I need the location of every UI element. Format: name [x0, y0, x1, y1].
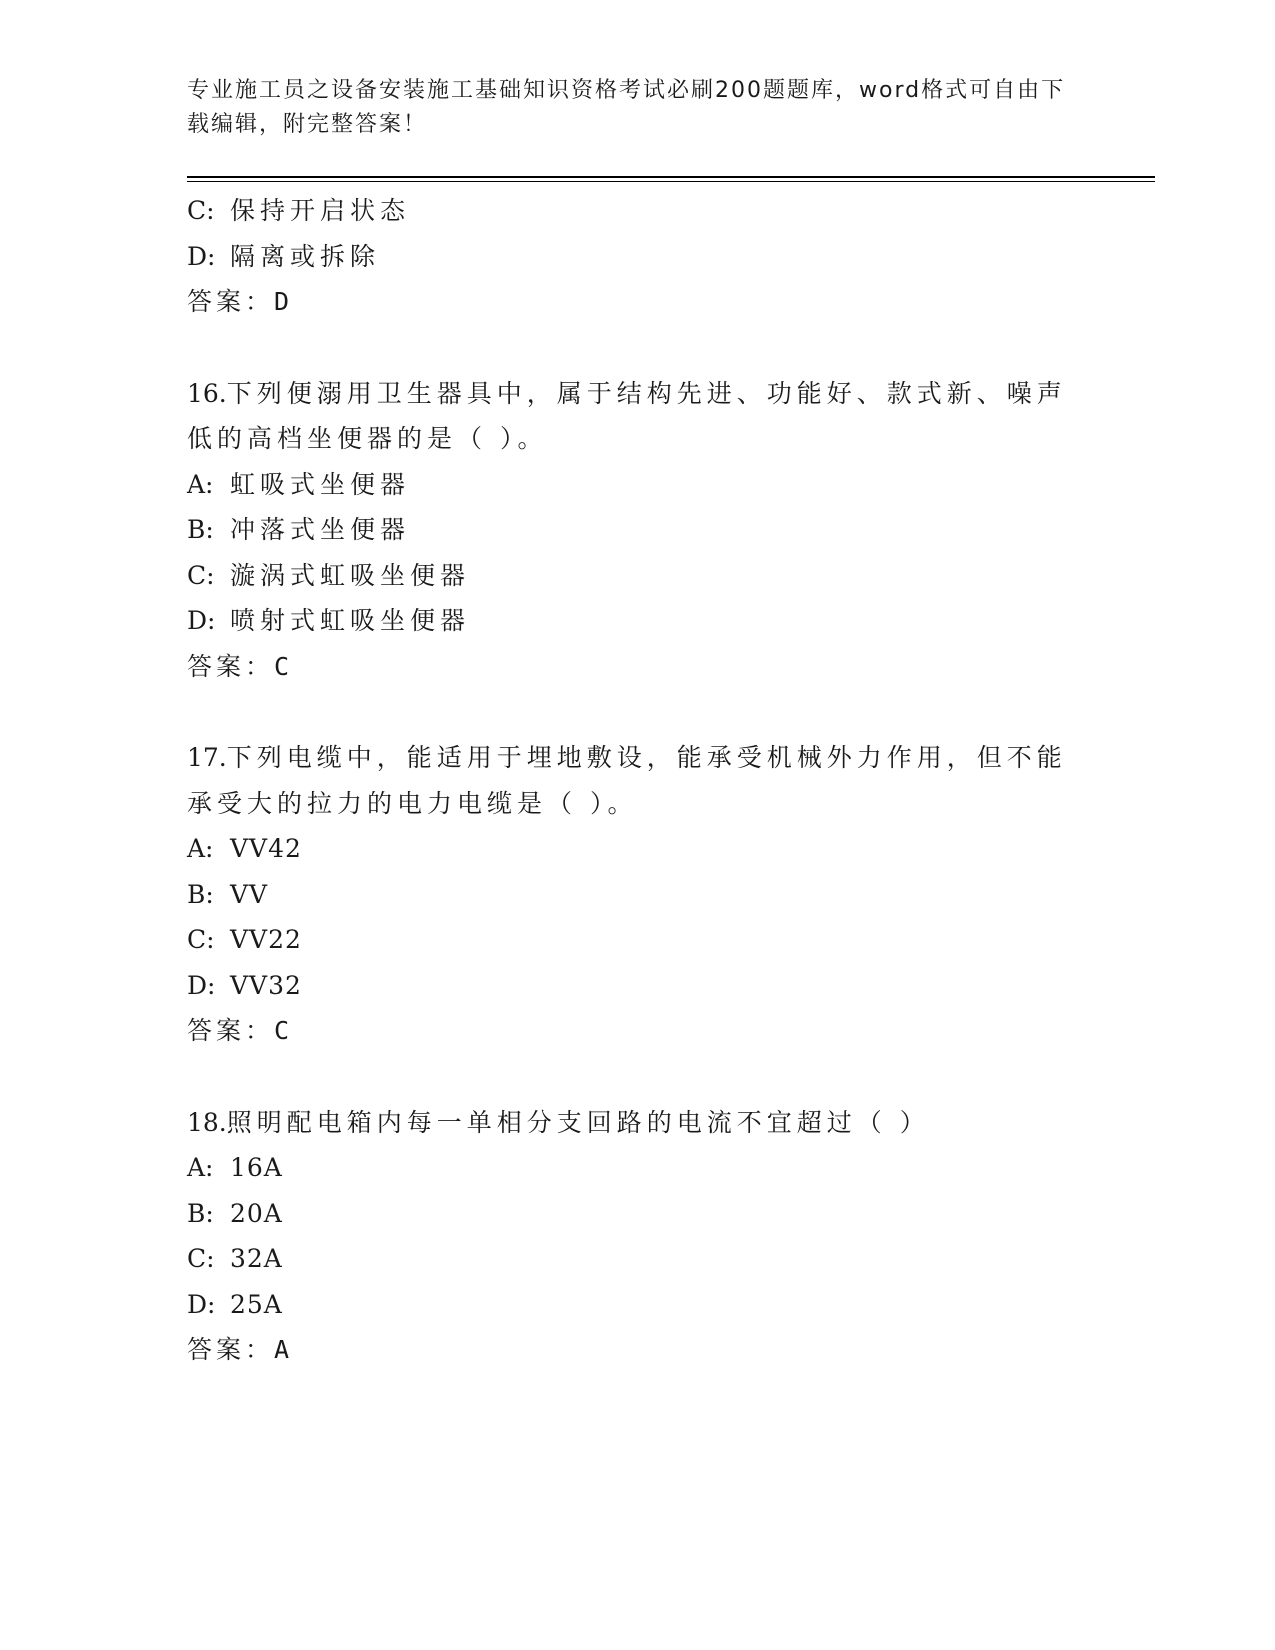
option-line — [187, 872, 1087, 918]
answer-label: 答案： — [187, 1335, 275, 1364]
option-key: A: — [187, 1153, 214, 1182]
option-text: 保持开启状态 — [230, 196, 411, 225]
option-key: A: — [187, 834, 214, 863]
option-line — [187, 826, 1087, 872]
option-key: C: — [187, 196, 215, 225]
option-key: C: — [187, 1244, 215, 1273]
option-key: C: — [187, 560, 215, 590]
answer-label: 答案： — [187, 651, 275, 681]
question-number: 16. — [187, 378, 227, 408]
option-key: D: — [187, 970, 216, 1000]
answer-value: C — [274, 651, 290, 681]
question-stem — [187, 1100, 1067, 1146]
option-line — [187, 553, 1087, 599]
option-line — [187, 188, 1087, 234]
header-rule-thin — [187, 181, 1155, 182]
prev-question-block — [187, 188, 1087, 325]
option-text: 虹吸式坐便器 — [230, 469, 411, 499]
option-text: VV32 — [230, 970, 302, 1000]
option-line — [187, 462, 1087, 508]
question-stem — [187, 371, 1067, 462]
question-number: 18. — [187, 1107, 227, 1137]
answer-label: 答案： — [187, 1016, 275, 1045]
option-text: VV — [230, 879, 269, 909]
option-line — [187, 1282, 1087, 1328]
option-text: 32A — [230, 1244, 283, 1273]
answer-line — [187, 279, 1087, 325]
answer-line — [187, 1327, 1087, 1373]
option-key: D: — [187, 606, 216, 635]
option-line — [187, 1191, 1087, 1237]
option-line — [187, 507, 1087, 553]
document-header: 专业施工员之设备安装施工基础知识资格考试必刷200题题库，word格式可自由下载编辑，附完整答案！ — [187, 78, 1066, 137]
option-text: 冲落式坐便器 — [230, 515, 411, 544]
answer-value: D — [274, 287, 290, 316]
option-text: 25A — [230, 1289, 283, 1319]
question-text: 下列电缆中，能适用于埋地敷设，能承受机械外力作用，但不能承受大的拉力的电力电缆是（ ）。 — [187, 743, 1067, 818]
option-key: A: — [187, 469, 214, 499]
answer-value: C — [274, 1016, 290, 1045]
option-key: D: — [187, 1289, 216, 1319]
question-block — [187, 371, 1087, 690]
question-block — [187, 735, 1087, 1054]
question-text: 下列便溺用卫生器具中，属于结构先进、功能好、款式新、噪声低的高档坐便器的是（ ）。 — [187, 378, 1067, 453]
option-key: B: — [187, 515, 214, 544]
document-content — [187, 188, 1087, 1373]
option-line — [187, 1236, 1087, 1282]
option-text: VV22 — [230, 925, 302, 954]
option-line — [187, 598, 1087, 644]
option-key: B: — [187, 1198, 214, 1228]
answer-line — [187, 1008, 1087, 1054]
option-key: B: — [187, 879, 214, 909]
answer-label: 答案： — [187, 287, 275, 316]
header-rule-thick — [187, 176, 1155, 178]
option-line — [187, 1145, 1087, 1191]
question-block — [187, 1100, 1087, 1373]
question-number: 17. — [187, 743, 227, 772]
option-key: D: — [187, 241, 216, 271]
option-text: VV42 — [230, 834, 302, 863]
answer-value: A — [274, 1335, 290, 1364]
option-text: 喷射式虹吸坐便器 — [230, 606, 471, 635]
option-line — [187, 917, 1087, 963]
option-line — [187, 963, 1087, 1009]
question-text: 照明配电箱内每一单相分支回路的电流不宜超过（ ） — [226, 1107, 930, 1137]
answer-line — [187, 644, 1087, 690]
option-line — [187, 234, 1087, 280]
option-text: 漩涡式虹吸坐便器 — [230, 560, 471, 590]
option-text: 20A — [230, 1198, 283, 1228]
option-text: 16A — [230, 1153, 283, 1182]
option-key: C: — [187, 925, 215, 954]
question-stem — [187, 735, 1067, 826]
option-text: 隔离或拆除 — [230, 241, 381, 271]
